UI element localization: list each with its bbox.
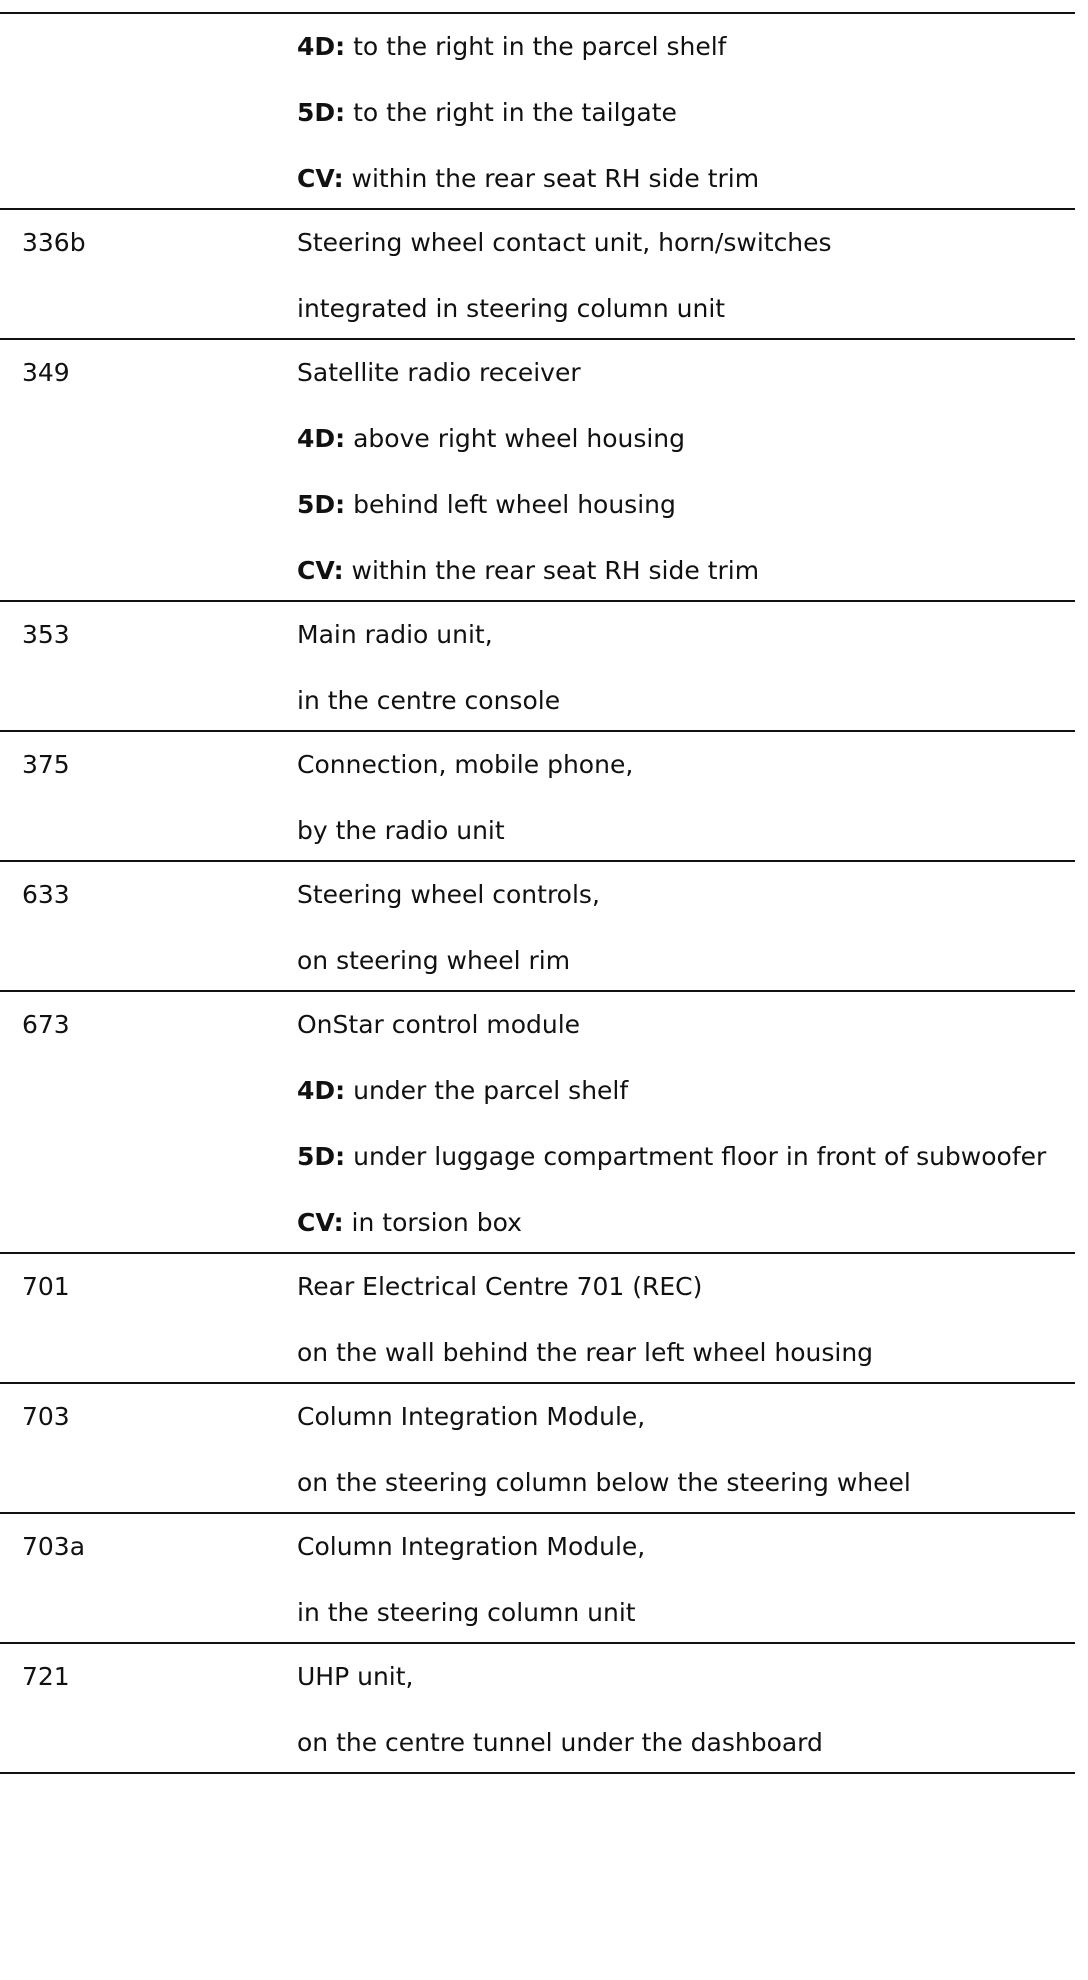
- description-text: in the steering column unit: [297, 1598, 636, 1627]
- description-text: OnStar control module: [297, 1010, 581, 1039]
- component-description: [297, 210, 1075, 338]
- description-line: [297, 1530, 1075, 1564]
- description-line: [297, 814, 1075, 848]
- table-row: [0, 990, 1075, 1252]
- component-code: 353: [22, 620, 70, 649]
- description-line: [297, 1074, 1075, 1108]
- table-row: [0, 1512, 1075, 1642]
- description-text: by the radio unit: [297, 816, 505, 845]
- component-description: [297, 14, 1075, 208]
- description-line: [297, 618, 1075, 652]
- description-line: [297, 162, 1075, 196]
- description-line: [297, 96, 1075, 130]
- description-text: on the centre tunnel under the dashboard: [297, 1728, 823, 1757]
- description-line: [297, 1008, 1075, 1042]
- description-line: [297, 1206, 1075, 1240]
- table-row: [0, 338, 1075, 600]
- description-line: [297, 1336, 1075, 1370]
- component-description: [297, 732, 1075, 860]
- description-text: Connection, mobile phone,: [297, 750, 634, 779]
- component-code: 673: [22, 1010, 70, 1039]
- description-line: [297, 1270, 1075, 1304]
- description-text: Satellite radio receiver: [297, 358, 581, 387]
- component-description: [297, 340, 1075, 600]
- description-line: [297, 488, 1075, 522]
- component-description: [297, 1644, 1075, 1772]
- component-description: [297, 1384, 1075, 1512]
- variant-label: 4D:: [297, 1076, 346, 1105]
- table-row: [0, 12, 1075, 208]
- variant-label: 5D:: [297, 490, 346, 519]
- description-text: Steering wheel controls,: [297, 880, 600, 909]
- component-description: [297, 862, 1075, 990]
- description-text: UHP unit,: [297, 1662, 414, 1691]
- component-code: 349: [22, 358, 70, 387]
- component-code: 701: [22, 1272, 70, 1301]
- component-code: 633: [22, 880, 70, 909]
- variant-label: 5D:: [297, 1142, 346, 1171]
- description-text: in torsion box: [343, 1208, 522, 1237]
- table-row: [0, 730, 1075, 860]
- description-line: [297, 878, 1075, 912]
- description-line: [297, 1466, 1075, 1500]
- table-row: [0, 860, 1075, 990]
- component-code: 703a: [22, 1532, 86, 1561]
- description-text: Column Integration Module,: [297, 1402, 646, 1431]
- variant-label: CV:: [297, 1208, 344, 1237]
- description-text: within the rear seat RH side trim: [343, 556, 760, 585]
- component-description: [297, 602, 1075, 730]
- description-text: on steering wheel rim: [297, 946, 571, 975]
- variant-label: 5D:: [297, 98, 346, 127]
- description-text: to the right in the tailgate: [345, 98, 677, 127]
- description-text: under luggage compartment floor in front of subwoofer: [345, 1142, 1047, 1171]
- component-description: [297, 1514, 1075, 1642]
- description-line: [297, 422, 1075, 456]
- variant-label: 4D:: [297, 32, 346, 61]
- component-code: [0, 14, 297, 208]
- table-row: [0, 208, 1075, 338]
- description-line: [297, 1140, 1075, 1174]
- component-description: [297, 992, 1075, 1252]
- component-code: 336b: [22, 228, 86, 257]
- component-location-table: [0, 12, 1075, 1774]
- table-row: [0, 1382, 1075, 1512]
- component-code: 703: [22, 1402, 70, 1431]
- description-line: [297, 748, 1075, 782]
- description-text: under the parcel shelf: [345, 1076, 629, 1105]
- description-text: on the wall behind the rear left wheel housing: [297, 1338, 874, 1367]
- description-line: [297, 30, 1075, 64]
- description-line: [297, 944, 1075, 978]
- component-code: 375: [22, 750, 70, 779]
- description-text: Column Integration Module,: [297, 1532, 646, 1561]
- description-line: [297, 684, 1075, 718]
- description-text: Main radio unit,: [297, 620, 493, 649]
- description-text: Rear Electrical Centre 701 (REC): [297, 1272, 703, 1301]
- variant-label: CV:: [297, 556, 344, 585]
- variant-label: 4D:: [297, 424, 346, 453]
- variant-label: CV:: [297, 164, 344, 193]
- component-description: [297, 1254, 1075, 1382]
- component-code: 721: [22, 1662, 70, 1691]
- description-text: behind left wheel housing: [345, 490, 676, 519]
- description-text: integrated in steering column unit: [297, 294, 726, 323]
- description-line: [297, 356, 1075, 390]
- description-text: to the right in the parcel shelf: [345, 32, 727, 61]
- table-row: [0, 1252, 1075, 1382]
- description-line: [297, 1726, 1075, 1760]
- description-text: within the rear seat RH side trim: [343, 164, 760, 193]
- description-line: [297, 1596, 1075, 1630]
- description-text: on the steering column below the steering wheel: [297, 1468, 911, 1497]
- description-line: [297, 226, 1075, 260]
- description-line: [297, 1400, 1075, 1434]
- description-text: in the centre console: [297, 686, 561, 715]
- description-line: [297, 1660, 1075, 1694]
- description-line: [297, 292, 1075, 326]
- description-line: [297, 554, 1075, 588]
- table-row: [0, 1642, 1075, 1774]
- description-text: Steering wheel contact unit, horn/switches: [297, 228, 832, 257]
- description-text: above right wheel housing: [345, 424, 686, 453]
- table-row: [0, 600, 1075, 730]
